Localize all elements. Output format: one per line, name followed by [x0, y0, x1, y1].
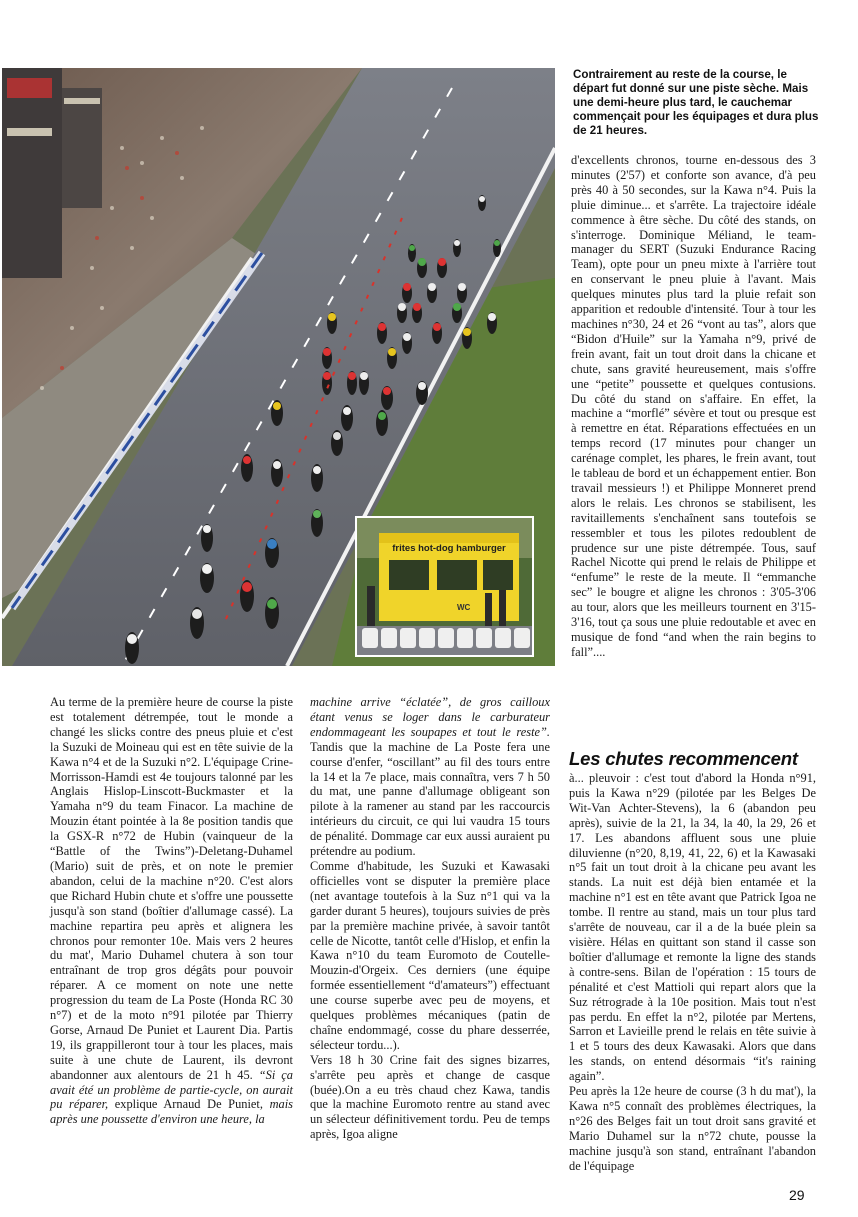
article-column-3-top — [571, 153, 816, 660]
paragraph-text: Tandis que la machine de La Poste fera une course d'enfer, “oscillant” au fil des tours entre la 14 et la 7e place, mais connaîtra, vers 7 h 50 du mat, une panne d'allumage obligeant son pilote à la ramener au stand par les raccourcis intérieurs du circuit, ce qui lui vaudra 15 tours de pénalité. Dommage car eux aussi auraient pu prétendre au podium. — [310, 739, 550, 859]
quote-text: mais après une poussette d'environ une heure, la — [50, 1097, 293, 1127]
inset-sign-text: frites hot-dog hamburger — [392, 543, 506, 554]
article-column-2 — [310, 695, 550, 1142]
article-column-3-bottom — [569, 748, 816, 1173]
paragraph: d'excellents chronos, tourne en-dessous des 3 minutes (2'57) et conforte son avance, d'à peu près 40 à 50 secondes, sur la Kawa n°4. Puis la pluie diminue... et s'arrête. La trajectoire idéale commence à être sèche. Du côté des stands, on s'interroge. Dominique Méliand, le team-manager du SERT (Suzuki Endurance Racing Team), opte pour un pneu mixte à l'arrière tout en conservant le pneu pluie à l'avant. Mais quelques minutes plus tard la pluie refait son apparition et redouble d'intensité. Tour à tour les machines n°30, 24 et 26 “vont au tas”, alors que “Bidon d'Huile” sur la Yamaha n°9, privé de frein avant, fait un tout droit dans la chicane et chute, sans gravité heureusement, mais s'offre une “petite” poussette et quelques contusions. Du côté du stand on s'affaire. En effet, la machine a “morflé” sévère et tout ou presque est à remettre en état. Réparations effectuées en un temps record (17 minutes pour changer un carénage complet, les phares, le frein avant, tout le tableau de bord et un échappement entier. Bon travail messieurs !) et Philippe Monneret prend alors le relais. Les chronos se stabilisent, les ravitaillements s'enchaînent sans toutefois se ressembler et tous les pilotes redoublent de prudence sur une piste détrempée. Tous, sauf Rachel Nicotte qui prend le relais de Philippe et “enfume” le reste de la meute. Il “emmanche sec” le bougre et aligne les chronos : 3'05-3'06 au tour, alors que les meilleurs tournent en 3'15-3'16, tout ça sous une pluie redoutable et avec en musique de fond “and when the rain begins to fall”.... — [571, 153, 816, 659]
section-heading: Les chutes recommencent — [569, 748, 798, 769]
quote-text: “Si ça avait été un problème de partie-cycle, on aurait pu réparer, — [50, 1067, 293, 1112]
paragraph: Comme d'habitude, les Suzuki et Kawasaki officielles vont se disputer la première place (net avantage toutefois à la Suz n°1 qui va la garder durant 5 heures), toujours suivies de près par la première machine privée, à savoir tantôt celle de Nicotte, tantôt celle d'Hislop, et enfin la Kawa n°10 du team Euromoto de Coutelle-Mouzin-d'Orgeix. Ces derniers (une équipe formée essentiellement “d'amateurs”) effectuant une course superbe avec peu de moyens, et quelques problèmes mécaniques (patin de chaîne endommagé, cosse du phare desserrée, sélecteur tordu...). — [310, 858, 550, 1052]
quote-text: machine arrive “éclatée”, de gros cailloux étant venus se loger dans le carburateur endommageant les soupapes et tout le reste”. — [310, 695, 550, 739]
paragraph — [310, 695, 550, 859]
attribution-text: explique Arnaud De Puniet, — [114, 1097, 263, 1112]
paragraph: Peu après la 12e heure de course (3 h du mat'), la Kawa n°5 connaît des problèmes électriques, la n°26 des Belges fait un tout droit sans gravité et Mario Duhamel sur la n°72 chute, pousse la machine jusqu'à son stand, entraînant l'abandon de l'équipage — [569, 1084, 816, 1173]
snack-van-illustration — [357, 518, 532, 655]
article-column-1 — [50, 695, 293, 1127]
paragraph: à... pleuvoir : c'est tout d'abord la Honda n°91, puis la Kawa n°29 (pilotée par les Belges De Wit-Van Achter-Stevens), la 6 (abandon peu après), suivie de la 21, la 34, la 40, la 29, 26 et 17. Les abandons affluent sous une pluie diluvienne (n°20, 8,19, 41, 22, 6) et la Kawasaki n°5 fait un tout droit à la chicane peu avant les stands. La nuit est déjà bien entamée et la machine n°1 est en tête avant que Patrick Igoa ne tombe. Il rentre au stand, mais un tour plus tard s'arrête de nouveau, car il a de la buée plein sa visière. Hélas en quittant son stand il casse son boîtier d'allumage et remonte la ligne des stands à contre-sens. Bilan de l'opération : 15 tours de pénalité et c'est Mattioli qui repart alors que la Suz rétrograde à la 10e position. Mais tout n'est pas perdu. En effet la n°2, pilotée par Mertens, Sarron et Lavieille prend le relais en tête suivie à 1 et 5 tours des deux Kawasaki. Alors que dans les stands, on entend désormais “it's raining again”. — [569, 771, 816, 1084]
paragraph — [50, 695, 293, 1127]
paragraph: Vers 18 h 30 Crine fait des signes bizarres, s'arrête peu après et change de casque (buée).On a eu très chaud chez Kawa, tandis que la machine Euromoto rentre au stand avec un sélecteur définitivement tordu. Peu de temps après, Igoa aligne — [310, 1052, 550, 1142]
inset-van-text: WC — [457, 603, 471, 612]
inset-snack-van-photo — [355, 516, 534, 657]
paragraph-text: Au terme de la première heure de course la piste est totalement détrempée, tout le monde a changé les slicks contre des pneus pluie et c'est la Suzuki de Moineau qui est en tête suivie de la Kawa n°4 et de la Suzuki n°2. L'équipage Crine-Morrisson-Hamdi est 4e toujours talonné par les Anglais Hislop-Linscott-Buckmaster et la Yamaha n°9 du team Finacor. La machine de Mouzin étant pointée à la 8e position tandis que la GSX-R n°72 de Hubin (vainqueur de la “Battle of the Twins”)-Deletang-Duhamel (Mario) suit de près, et on note le premier abandon, celui de la machine n°20. C'est alors que Richard Hubin chute et s'offre une poussette jusqu'à son stand (boîtier d'allumage cassé). La machine repartira peu après et alignera les chronos pour remonter 10e. Mais vers 2 heures du mat', Mario Duhamel chutera à son tour entraînant de trop gros dégâts pour pouvoir réparer. A ce moment on note une nette progression du team de La Poste (Honda RC 30 n°7) et de la moto n°91 pilotée par Thierry Gorse, Arnaud De Puniet et Laurent Dia. Partis 19, ils grappilleront tour à tour les places, mais suite à une chute de Laurent, ils devront abandonner aux alentours de 21 h 45. — [50, 695, 293, 1082]
photo-caption: Contrairement au reste de la course, le départ fut donné sur une piste sèche. Mais une demi-heure plus tard, le cauchemar commençait pour les équipages et dura plus de 21 heures. — [573, 68, 819, 137]
page-number: 29 — [789, 1187, 805, 1203]
